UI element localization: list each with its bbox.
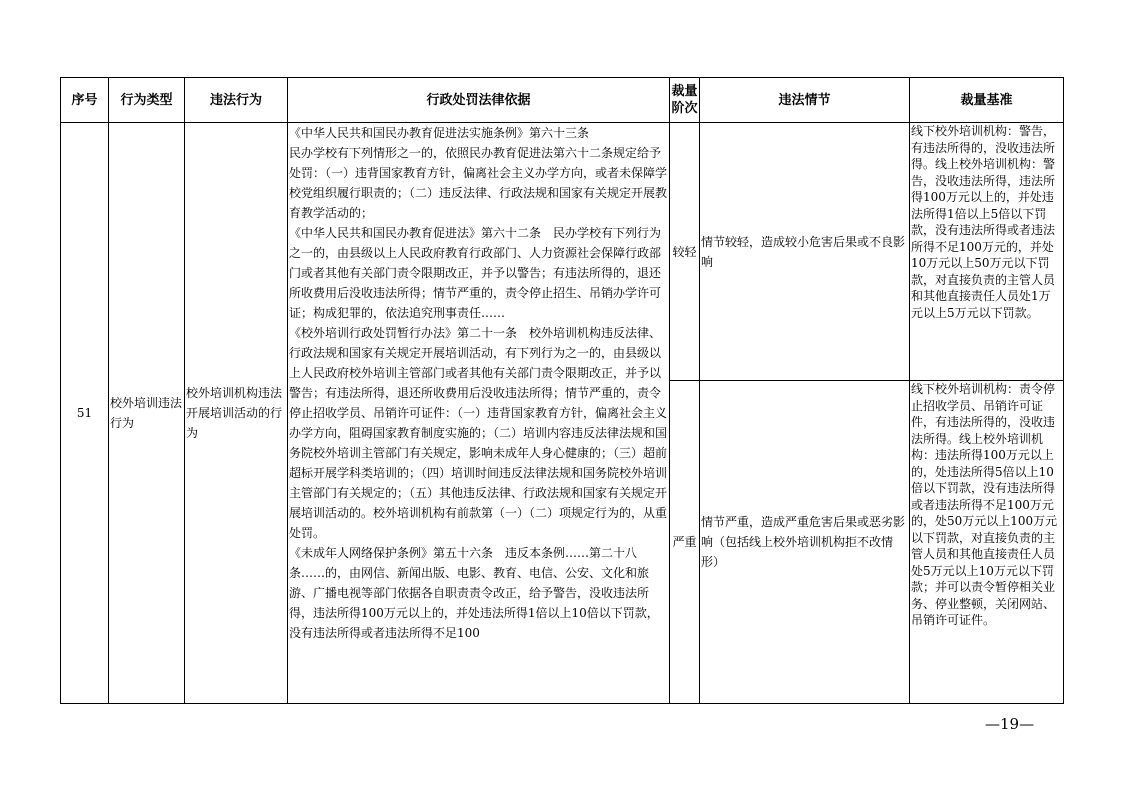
legal-paragraph: 《未成年人网络保护条例》第五十六条 违反本条例……第二十八条……的，由网信、新闻出版、电影、教育、电信、公安、文化和旅游、广播电视等部门依据各自职责责令改正，给予警告，没收违法所得，违法所得100万元以上的，并处违法所得1倍以上10倍以下罚款，没有违法所得或者违法所得不足100: [289, 546, 659, 640]
violation-act: 校外培训机构违法开展培训活动的行为: [185, 123, 288, 704]
header-circumstance: 违法情节: [700, 78, 910, 123]
behavior-type: 校外培训违法行为: [109, 123, 185, 704]
basis-light: 线下校外培训机构：警告，有违法所得的，没收违法所得。线上校外培训机构：警告，没收违法所得，违法所得100万元以上的，并处违法所得1倍以上5倍以下罚款，没有违法所得或者违法所得不足100万元的，并处10万元以上50万元以下罚款，对直接负责的主管人员和其他直接责任人员处1万元以上5万元以下罚款。: [910, 123, 1064, 381]
legal-basis: [288, 123, 670, 704]
legal-paragraph: 《中华人民共和国民办教育促进法》第六十二条 民办学校有下列行为之一的，由县级以上人民政府教育行政部门、人力资源社会保障行政部门或者其他有关部门责令限期改正，并予以警告；有违法所得的，退还所收费用后没收违法所得；情节严重的，责令停止招生、吊销办学许可证；构成犯罪的，依法追究刑事责任……: [289, 226, 662, 320]
legal-paragraph: 民办学校有下列情形之一的，依照民办教育促进法第六十二条规定给予处罚：（一）违背国家教育方针，偏离社会主义办学方向，或者未保障学校党组织履行职责的；（二）违反法律、行政法规和国家有关规定开展教育教学活动的；: [289, 146, 668, 220]
header-no: 序号: [61, 78, 109, 123]
page-number: —19—: [985, 715, 1035, 733]
penalty-table: [60, 77, 1064, 704]
level-severe: 严重: [670, 381, 700, 704]
legal-paragraph: 《中华人民共和国民办教育促进法实施条例》第六十三条: [289, 126, 590, 140]
header-legal-basis: 行政处罚法律依据: [288, 78, 670, 123]
header-basis: 裁量基准: [910, 78, 1064, 123]
header-type: 行为类型: [109, 78, 185, 123]
row-number: 51: [61, 123, 109, 704]
circumstance-light: 情节较轻，造成较小危害后果或不良影响: [700, 123, 910, 381]
header-level: 裁量阶次: [670, 78, 700, 123]
table-row: [61, 123, 1064, 381]
legal-paragraph: 《校外培训行政处罚暂行办法》第二十一条 校外培训机构违反法律、行政法规和国家有关规定开展培训活动，有下列行为之一的，由县级以上人民政府校外培训主管部门或者其他有关部门责令限期改正，并予以警告；有违法所得，退还所收费用后没收违法所得；情节严重的，责令停止招收学员、吊销许可证件：（一）违背国家教育方针，偏离社会主义办学方向，阻碍国家教育制度实施的；（二）培训内容违反法律法规和国务院校外培训主管部门有关规定，影响未成年人身心健康的；（三）超前超标开展学科类培训的；（四）培训时间违反法律法规和国务院校外培训主管部门有关规定的；（五）其他违反法律、行政法规和国家有关规定开展培训活动的。校外培训机构有前款第（一）（二）项规定行为的，从重处罚。: [289, 326, 668, 540]
level-light: 较轻: [670, 123, 700, 381]
circumstance-severe: 情节严重，造成严重危害后果或恶劣影响（包括线上校外培训机构拒不改情形）: [700, 381, 910, 704]
header-act: 违法行为: [185, 78, 288, 123]
table-header-row: [61, 78, 1064, 123]
basis-severe: 线下校外培训机构：责令停止招收学员、吊销许可证件，有违法所得的，没收违法所得。线上校外培训机构：违法所得100万元以上的，处违法所得5倍以上10倍以下罚款，没有违法所得或者违法所得不足100万元的，处50万元以上100万元以下罚款，对直接负责的主管人员和其他直接责任人员处5万元以上10万元以下罚款；并可以责令暂停相关业务、停业整顿，关闭网站、吊销许可证件。: [910, 381, 1064, 704]
